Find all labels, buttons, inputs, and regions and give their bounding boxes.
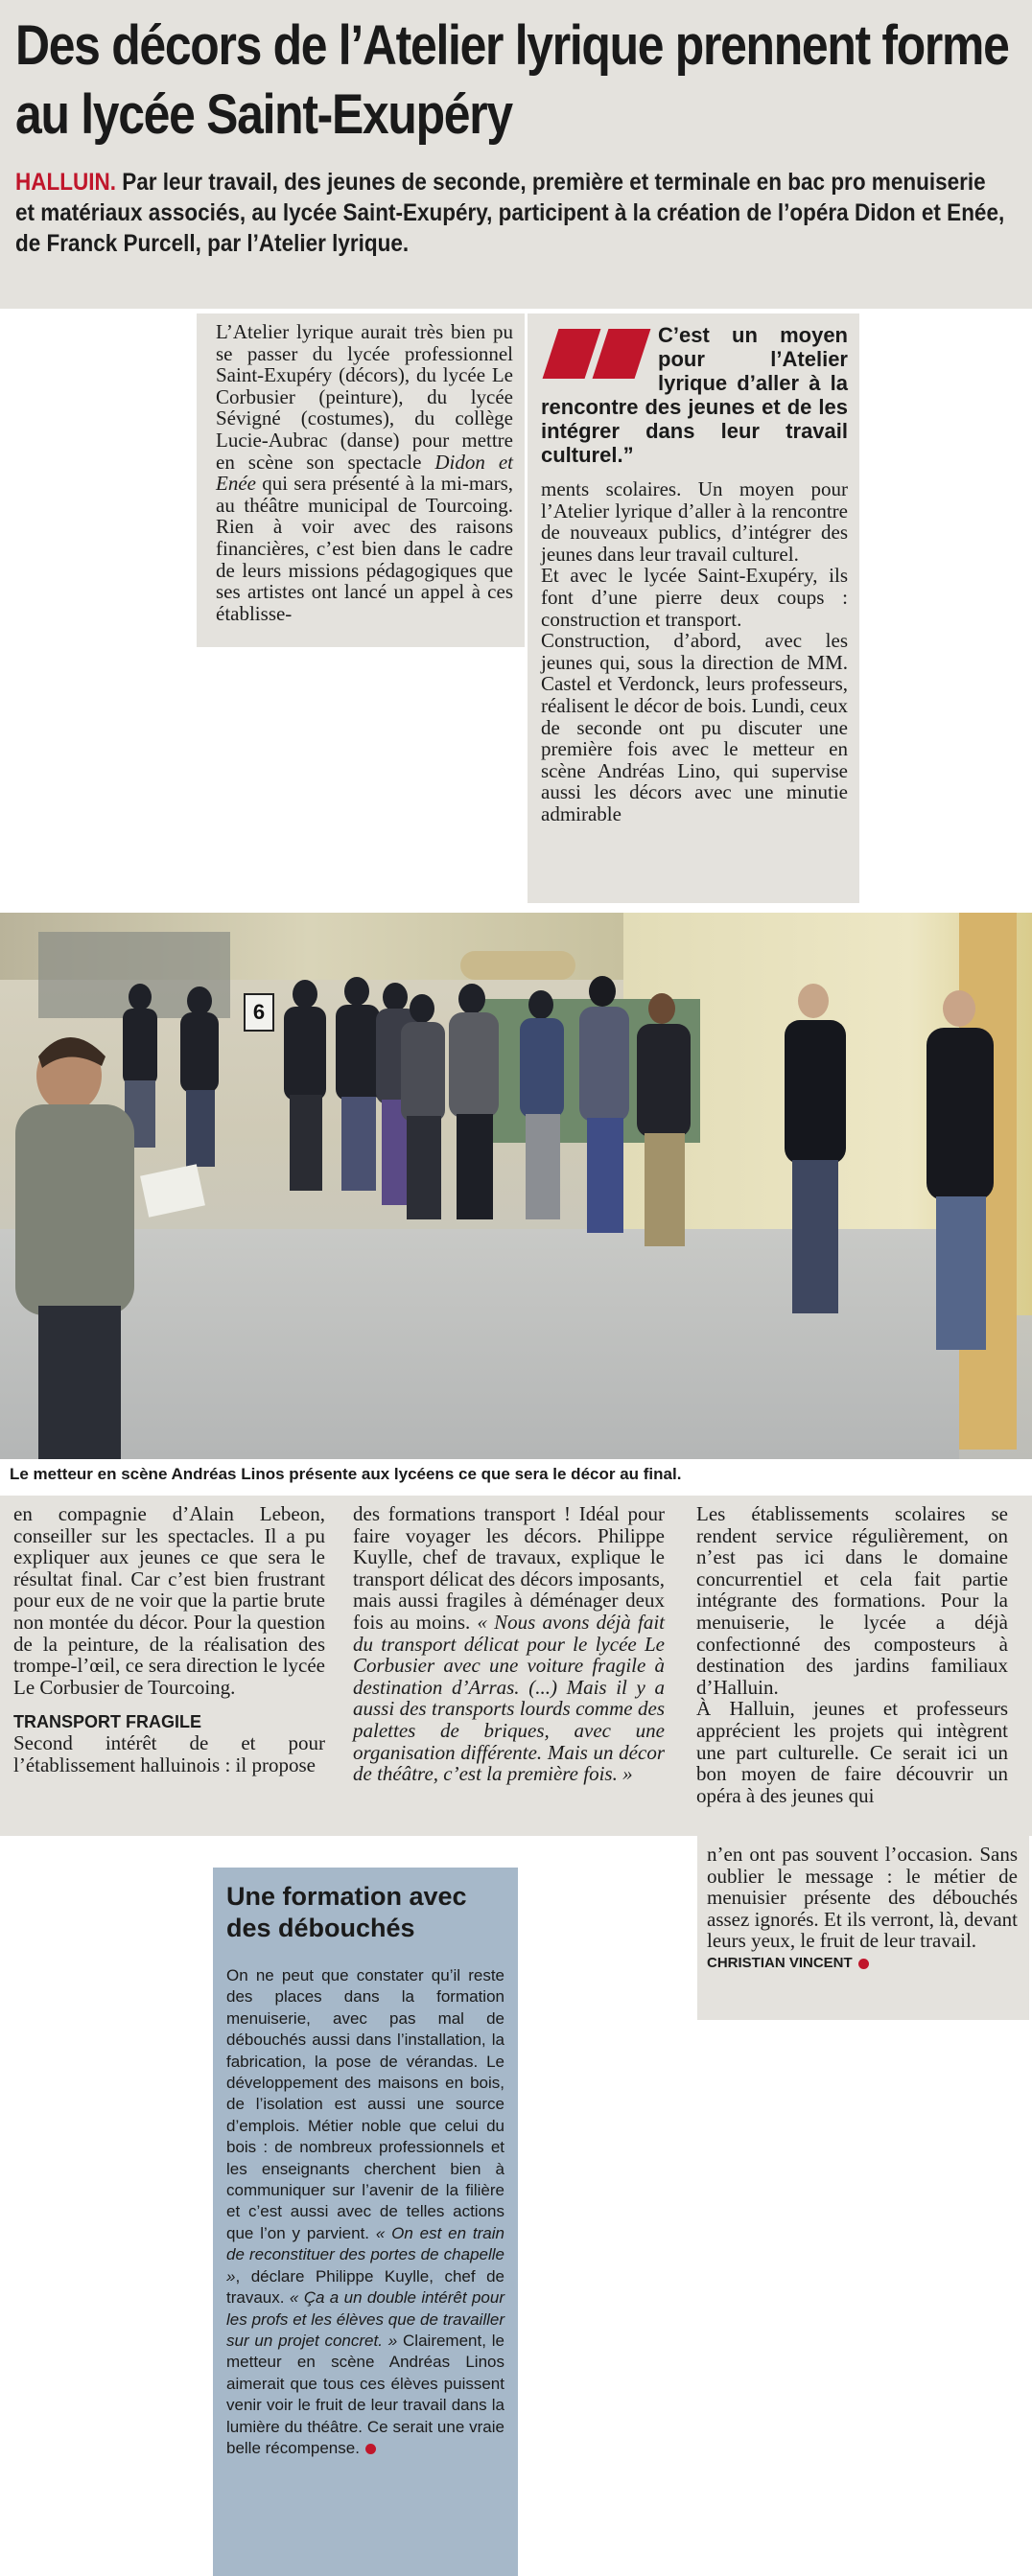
lower-column-1 (13, 1503, 325, 1776)
quote-mark-icon (541, 329, 648, 379)
intro-column (197, 313, 525, 647)
number-sign: 6 (244, 993, 274, 1032)
lower-col3-continuation: n’en ont pas souvent l’occasion. Sans oublier le message : le métier de menuisier présente des débouchés assez ignorés. Et ils verront, là, devant leurs yeux, le fruit de leur travail. (707, 1843, 1018, 1953)
box-title: Une formation avec des débouchés (226, 1882, 467, 1942)
box-paragraph-1: On ne peut que constater qu’il reste des places dans la formation menuiserie, avec pas mal de débouchés aussi dans l’installation, la fabrication, la pose de vérandas. Le développement des maisons en bois, de l’isolation est aussi une source d’emplois. Métier noble que celui du bois : de nombreux professionnels et les enseignants cherchent bien à communiquer sur l’avenir de la filière et c’est aussi avec de telles actions que l’on y parvient. (226, 1966, 504, 2242)
lead-text: Par leur travail, des jeunes de seconde, première et terminale en bac pro menuiserie et matériaux associés, au lycée Saint-Exupéry, participent à la création de l’opéra Didon et Enée, de Franck Purcell, par l’Atelier lyrique. (15, 169, 1005, 257)
box-end-mark-icon (365, 2444, 376, 2454)
opera-title: Didon et Enée (216, 450, 513, 496)
right-column (528, 313, 859, 903)
right-paragraph-3: Construction, d’abord, avec les jeunes qui, sous la direction de MM. Castel et Verdonck, leurs professeurs, réalisent le décor de bois. Lundi, ceux de seconde ont pu discuter une première fois avec le metteur en scène Andréas Lino, qui supervise aussi les décors avec une minutie admirable (541, 629, 848, 825)
sidebar-box (213, 1868, 518, 2576)
lower-col3-paragraph-1: Les établissements scolaires se rendent service régulièrement, on n’est pas ici dans le domaine concurrentiel et cela fait partie intégrante des formations. Pour la menuiserie, le lycée a déjà confectionné des composteurs à destination des jardins familiaux d’Halluin. (696, 1502, 1008, 1699)
lower-col1-paragraph-2: Second intérêt de et pour l’établissement halluinois : il propose (13, 1731, 325, 1776)
box-quote-1: « On est en train de reconstituer des portes de chapelle » (226, 2223, 504, 2286)
subheading-transport: TRANSPORT FRAGILE (13, 1712, 201, 1732)
box-paragraph-3: Clairement, le metteur en scène Andréas Linos aimerait que tous ces élèves puissent venir voir le fruit de leur travail dans la lumière du théâtre. Ce serait une vraie belle récompense. (226, 2331, 504, 2457)
right-paragraph-1: ments scolaires. Un moyen pour l’Atelier lyrique d’aller à la rencontre de nouveaux publics, d’intégrer des jeunes dans leur travail culturel. (541, 477, 848, 566)
kicker-location: HALLUIN. (15, 169, 116, 196)
box-text (226, 1965, 504, 2459)
article-header (0, 0, 1032, 309)
lower-col3-paragraph-2: À Halluin, jeunes et professeurs apprécient les projets qui intègrent une part culturelle. Ce serait ici un bon moyen de faire découvrir un opéra à des jeunes qui (696, 1697, 1008, 1807)
lower-column-3-continued (697, 1836, 1029, 2020)
article-photo (0, 913, 1032, 1459)
lower-column-3 (696, 1503, 1008, 1806)
photo-caption: Le metteur en scène Andréas Linos présente aux lycéens ce que sera le décor au final. (10, 1465, 682, 1483)
box-quote-2: « Ça a un double intérêt pour les profs et les élèves que de travailler sur un projet concret. » (226, 2288, 504, 2350)
end-mark-icon (858, 1959, 869, 1969)
intro-text-a: L’Atelier lyrique aurait très bien pu se passer du lycée professionnel Saint-Exupéry (décors), du lycée Le Corbusier (peinture), du lycée Sévigné (costumes), du collège Lucie-Aubrac (danse) pour mettre en scène son spectacle (216, 320, 513, 474)
intro-text-b: qui sera présenté à la mi-mars, au théâtre municipal de Tourcoing. Rien à voir avec des raisons financières, c’est bien dans le cadre de leurs missions pédagogiques que ses artistes ont lancé un appel à ces établisse- (216, 472, 513, 625)
pull-quote (541, 321, 848, 467)
lead-paragraph (15, 167, 1008, 259)
lower-columns (0, 1496, 1032, 1836)
headline: Des décors de l’Atelier lyrique prennent forme au lycée Saint-Exupéry (15, 14, 1009, 146)
lower-column-2 (353, 1503, 665, 1785)
right-paragraph-2: Et avec le lycée Saint-Exupéry, ils font d’une pierre deux coups : construction et transport. (541, 564, 848, 631)
author-signature (707, 1954, 1018, 1973)
author-name: CHRISTIAN VINCENT (707, 1954, 853, 1971)
lower-col2-text: des formations transport ! Idéal pour faire voyager les décors. Philippe Kuylle, chef de travaux, explique le transport délicat des décors imposants, mais aussi fragiles à déménager deux fois au moins. (353, 1502, 665, 1634)
lower-col1-paragraph: en compagnie d’Alain Lebeon, conseiller sur les spectacles. Il a pu expliquer aux jeunes ce que sera le résultat final. Car c’est bien frustrant pour eux de ne voir que la partie brute non montée du décor. Pour la question de la peinture, de la réalisation des trompe-l’œil, ce sera direction le lycée Le Corbusier de Tourcoing. (13, 1502, 325, 1699)
people-in-workshop (0, 913, 1032, 1459)
lower-col2-quote: « Nous avons déjà fait du transport délicat pour le lycée Le Corbusier avec une voiture fragile à destination d’Arras. (...) Mais il y a aussi des transports lourds comme des palettes de briques, avec une organisation différente. Mais un décor de théâtre, c’est la première fois. » (353, 1610, 665, 1786)
pull-quote-text: C’est un moyen pour l’Atelier lyrique d’aller à la rencontre des jeunes et de les intégrer dans leur travail culturel.” (541, 323, 848, 467)
box-attribution: , déclare Philippe Kuylle, chef de travaux. (226, 2266, 504, 2308)
